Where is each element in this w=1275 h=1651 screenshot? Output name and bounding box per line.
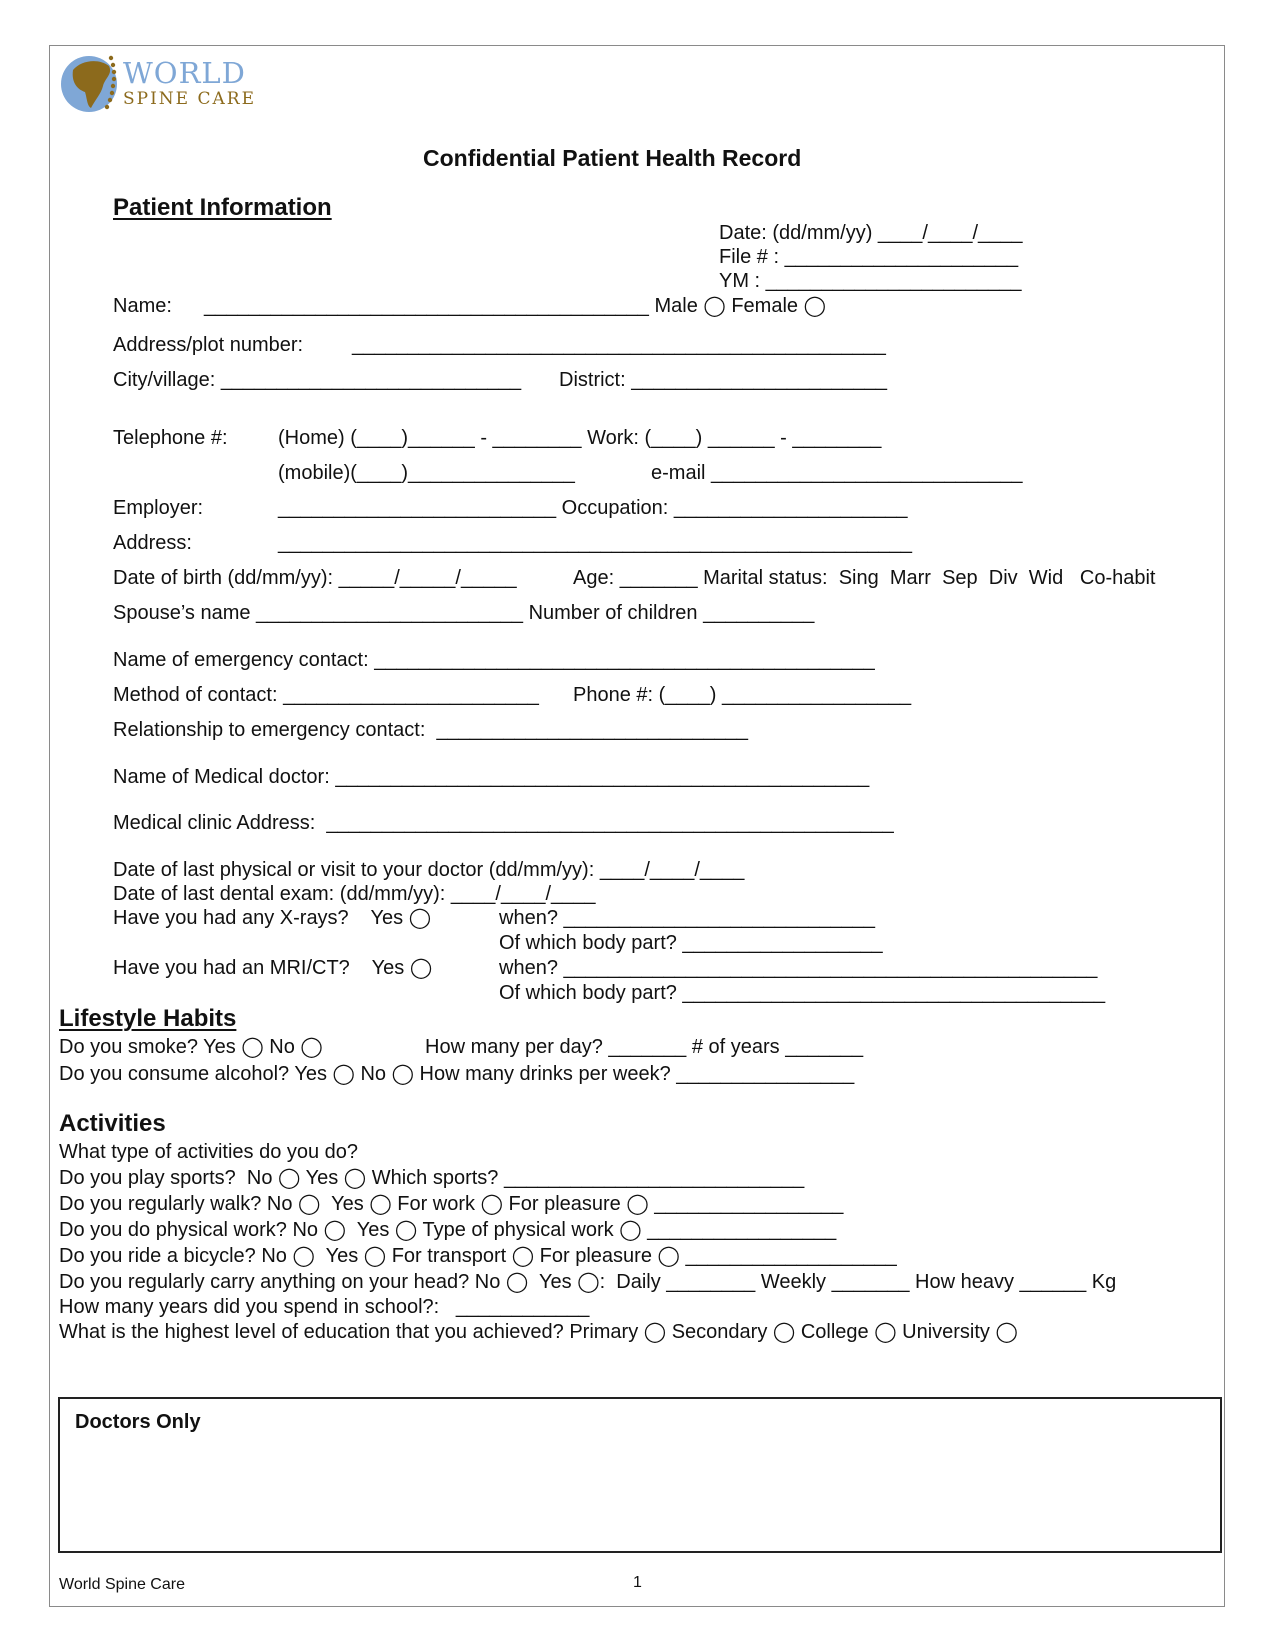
telephone-mobile-field[interactable]: (mobile)(____)_______________ xyxy=(278,462,575,484)
file-number-field[interactable]: File # : _____________________ xyxy=(719,246,1019,268)
xray-body-part-field[interactable]: Of which body part? __________________ xyxy=(499,932,883,954)
city-village-field[interactable]: City/village: ___________________________ xyxy=(113,369,522,391)
employer-occupation-field[interactable]: _________________________ Occupation: _____________________ xyxy=(278,497,908,519)
method-of-contact-field[interactable]: Method of contact: _______________________ xyxy=(113,684,539,706)
mri-body-part-field[interactable]: Of which body part? ______________________________________ xyxy=(499,982,1106,1004)
smoke-question[interactable]: Do you smoke? Yes ◯ No ◯ xyxy=(59,1036,323,1058)
ym-field[interactable]: YM : _______________________ xyxy=(719,270,1022,292)
mri-when-field[interactable]: when? ________________________________________________ xyxy=(499,957,1098,979)
activities-type-question: What type of activities do you do? xyxy=(59,1141,359,1163)
telephone-home-work-field[interactable]: (Home) (____)______ - ________ Work: (____) ______ - ________ xyxy=(278,427,882,449)
date-field[interactable]: Date: (dd/mm/yy) ____/____/____ xyxy=(719,222,1023,244)
mri-question[interactable]: Have you had an MRI/CT? Yes ◯ xyxy=(113,957,433,979)
logo-world-text: WORLD xyxy=(123,56,246,90)
globe-spine-icon xyxy=(59,48,121,116)
employer-label: Employer: xyxy=(113,497,204,519)
telephone-label: Telephone #: xyxy=(113,427,228,449)
patient-information-heading: Patient Information xyxy=(113,194,332,221)
page-number: 1 xyxy=(633,1574,642,1591)
date-of-birth-field[interactable]: Date of birth (dd/mm/yy): _____/_____/_____ xyxy=(113,567,517,589)
activities-heading: Activities xyxy=(59,1110,166,1137)
xray-question[interactable]: Have you had any X-rays? Yes ◯ xyxy=(113,907,432,929)
address-plot-label: Address/plot number: xyxy=(113,334,304,356)
name-label: Name: xyxy=(113,295,172,317)
address-plot-field[interactable]: ________________________________________________ xyxy=(352,334,886,356)
last-physical-field[interactable]: Date of last physical or visit to your doctor (dd/mm/yy): ____/____/____ xyxy=(113,859,745,881)
physical-work-question[interactable]: Do you do physical work? No ◯ Yes ◯ Type of physical work ◯ _________________ xyxy=(59,1219,837,1241)
education-level-question[interactable]: What is the highest level of education that you achieved? Primary ◯ Secondary ◯ College ◯ University ◯ xyxy=(59,1321,1018,1343)
smoke-detail-field[interactable]: How many per day? _______ # of years _______ xyxy=(425,1036,864,1058)
doctors-only-box xyxy=(58,1397,1222,1553)
sports-question[interactable]: Do you play sports? No ◯ Yes ◯ Which sports? ___________________________ xyxy=(59,1167,805,1189)
lifestyle-habits-heading: Lifestyle Habits xyxy=(59,1005,237,1032)
age-marital-status-field[interactable]: Age: _______ Marital status: Sing Marr Sep Div Wid Co-habit xyxy=(573,567,1156,589)
emergency-phone-field[interactable]: Phone #: (____) _________________ xyxy=(573,684,912,706)
world-spine-care-logo xyxy=(59,48,259,118)
xray-when-field[interactable]: when? ____________________________ xyxy=(499,907,875,929)
emergency-contact-name-field[interactable]: Name of emergency contact: _____________________________________________ xyxy=(113,649,875,671)
alcohol-question[interactable]: Do you consume alcohol? Yes ◯ No ◯ How many drinks per week? ________________ xyxy=(59,1063,855,1085)
page-title: Confidential Patient Health Record xyxy=(423,145,802,171)
medical-doctor-field[interactable]: Name of Medical doctor: ________________________________________________ xyxy=(113,766,870,788)
logo-spine-care-text: SPINE CARE xyxy=(123,89,256,109)
employer-address-field[interactable]: _________________________________________________________ xyxy=(278,532,913,554)
employer-address-label: Address: xyxy=(113,532,192,554)
spouse-children-field[interactable]: Spouse’s name ________________________ Number of children __________ xyxy=(113,602,815,624)
name-field[interactable]: ________________________________________ Male ◯ Female ◯ xyxy=(204,295,826,317)
district-field[interactable]: District: _______________________ xyxy=(559,369,888,391)
doctors-only-heading: Doctors Only xyxy=(75,1411,201,1433)
footer-organization: World Spine Care xyxy=(59,1576,185,1593)
relationship-field[interactable]: Relationship to emergency contact: ____________________________ xyxy=(113,719,748,741)
medical-clinic-address-field[interactable]: Medical clinic Address: ___________________________________________________ xyxy=(113,812,894,834)
email-field[interactable]: e-mail ____________________________ xyxy=(651,462,1023,484)
walk-question[interactable]: Do you regularly walk? No ◯ Yes ◯ For work ◯ For pleasure ◯ _________________ xyxy=(59,1193,844,1215)
head-carry-question[interactable]: Do you regularly carry anything on your head? No ◯ Yes ◯: Daily ________ Weekly _______ How heavy ______ Kg xyxy=(59,1271,1117,1293)
last-dental-field[interactable]: Date of last dental exam: (dd/mm/yy): ____/____/____ xyxy=(113,883,596,905)
school-years-question[interactable]: How many years did you spend in school?: ____________ xyxy=(59,1296,590,1318)
bicycle-question[interactable]: Do you ride a bicycle? No ◯ Yes ◯ For transport ◯ For pleasure ◯ ___________________ xyxy=(59,1245,897,1267)
